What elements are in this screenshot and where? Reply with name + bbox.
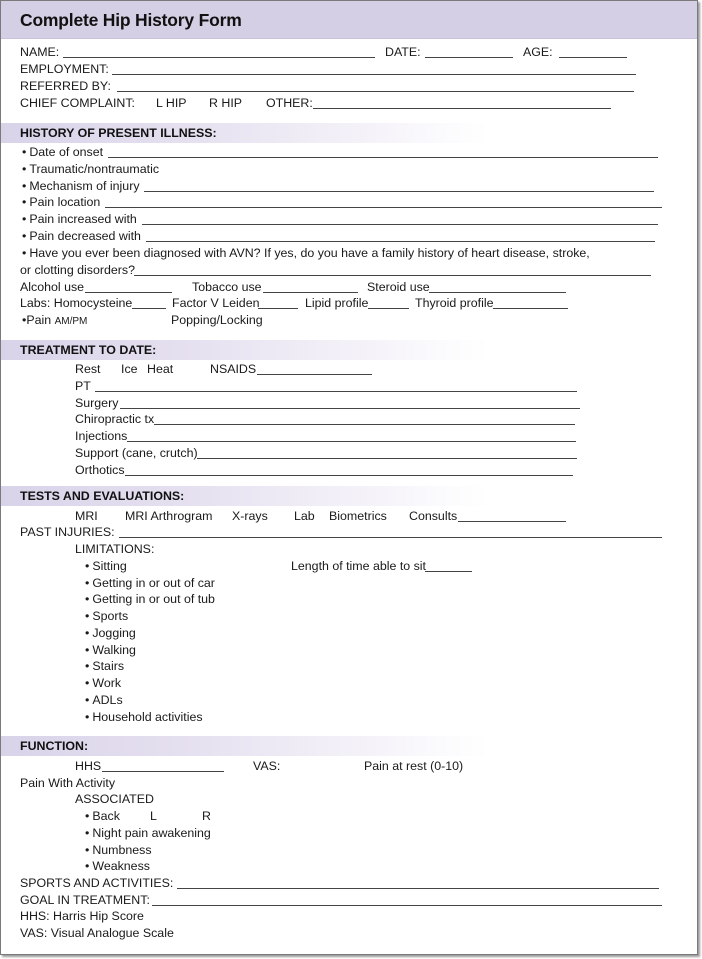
other-field[interactable] — [313, 108, 611, 109]
heat-option[interactable]: Heat — [147, 362, 174, 376]
chiropractic-label: Chiropractic tx — [75, 412, 155, 426]
limitation-item[interactable]: • Jogging — [85, 626, 136, 641]
date-label: DATE: — [385, 45, 421, 59]
limitation-item[interactable]: • Getting in or out of car — [85, 576, 215, 591]
age-label: AGE: — [523, 45, 553, 59]
steroid-field[interactable] — [429, 292, 566, 293]
factor-v-field[interactable] — [258, 308, 298, 309]
homocysteine-field[interactable] — [132, 308, 166, 309]
limitation-item[interactable]: • Work — [85, 676, 121, 691]
limitation-item[interactable]: • Household activities — [85, 710, 203, 725]
pt-label: PT — [75, 379, 91, 393]
limitations-label: LIMITATIONS: — [75, 542, 155, 556]
alcohol-label: Alcohol use — [20, 280, 85, 294]
pain-decreased-field[interactable] — [146, 241, 655, 242]
footnote-hhs: HHS: Harris Hip Score — [20, 909, 144, 923]
employment-field[interactable] — [112, 74, 636, 75]
associated-item[interactable]: • Numbness — [85, 843, 152, 858]
orthotics-label: Orthotics — [75, 463, 125, 477]
past-injuries-field[interactable] — [119, 537, 662, 538]
back-right-option[interactable]: R — [202, 809, 211, 823]
thyroid-field[interactable] — [493, 308, 568, 309]
limitation-item[interactable]: • Getting in or out of tub — [85, 592, 215, 607]
support-field[interactable] — [197, 458, 577, 459]
limitation-item[interactable]: • ADLs — [85, 693, 123, 708]
r-hip-option[interactable]: R HIP — [209, 96, 243, 110]
injections-field[interactable] — [127, 441, 576, 442]
surgery-field[interactable] — [120, 408, 580, 409]
lipid-field[interactable] — [368, 308, 409, 309]
footnote-vas: VAS: Visual Analogue Scale — [20, 926, 174, 940]
thyroid-label: Thyroid profile — [415, 296, 494, 310]
back-left-option[interactable]: L — [150, 809, 157, 823]
factor-v-label: Factor V Leiden — [172, 296, 260, 310]
avn-field[interactable] — [134, 275, 651, 276]
age-field[interactable] — [559, 57, 627, 58]
form-title: Complete Hip History Form — [20, 10, 242, 30]
bullet-icon: • — [22, 313, 27, 327]
ice-option[interactable]: Ice — [121, 362, 138, 376]
l-hip-option[interactable]: L HIP — [156, 96, 187, 110]
date-of-onset-field[interactable] — [108, 157, 658, 158]
tobacco-field[interactable] — [263, 292, 358, 293]
sit-time-field[interactable] — [425, 571, 472, 572]
xrays-option[interactable]: X-rays — [232, 509, 268, 523]
function-heading: FUNCTION: — [20, 739, 89, 753]
orthotics-field[interactable] — [125, 475, 573, 476]
tests-section-header — [1, 486, 697, 506]
goal-label: GOAL IN TREATMENT: — [20, 893, 150, 907]
steroid-label: Steroid use — [367, 280, 430, 294]
associated-item[interactable]: • Night pain awakening — [85, 826, 211, 841]
name-field[interactable] — [63, 57, 375, 58]
hhs-label: HHS — [75, 759, 102, 773]
pain-increased-field[interactable] — [142, 224, 658, 225]
sports-activities-label: SPORTS AND ACTIVITIES: — [20, 876, 174, 890]
am-pm-label[interactable]: AM/PM — [54, 316, 88, 327]
sports-activities-field[interactable] — [177, 888, 659, 889]
pain-increased-label: • Pain increased with — [22, 212, 137, 227]
date-of-onset-label: • Date of onset — [22, 145, 103, 160]
lipid-label: Lipid profile — [305, 296, 369, 310]
mri-option[interactable]: MRI — [75, 509, 98, 523]
tests-heading: TESTS AND EVALUATIONS: — [20, 489, 185, 503]
pain-am-pm-row — [22, 313, 87, 329]
avn-question: • Have you ever been diagnosed with AVN? If yes, do you have a family history of heart disease, stroke, — [22, 246, 590, 261]
pain-location-field[interactable] — [105, 207, 662, 208]
pain-at-rest-label: Pain at rest (0-10) — [364, 759, 464, 773]
limitation-item[interactable]: • Stairs — [85, 659, 124, 674]
traumatic-label: • Traumatic/nontraumatic — [22, 162, 159, 177]
nsaids-field[interactable] — [257, 374, 372, 375]
rest-option[interactable]: Rest — [75, 362, 101, 376]
limitation-item[interactable]: • Sports — [85, 609, 128, 624]
function-section-header — [1, 736, 697, 756]
goal-field[interactable] — [152, 905, 662, 906]
pain-location-label: • Pain location — [22, 195, 100, 210]
sit-time-label: Length of time able to sit — [291, 559, 427, 573]
associated-item[interactable]: • Weakness — [85, 859, 150, 874]
vas-label: VAS: — [253, 759, 281, 773]
popping-locking-label[interactable]: Popping/Locking — [171, 313, 263, 327]
title-bar — [1, 1, 697, 39]
surgery-label: Surgery — [75, 396, 119, 410]
pain-with-activity-label: Pain With Activity — [20, 776, 116, 790]
injections-label: Injections — [75, 429, 128, 443]
consults-label: Consults — [409, 509, 458, 523]
support-label: Support (cane, crutch) — [75, 446, 198, 460]
chiropractic-field[interactable] — [154, 424, 575, 425]
back-item[interactable]: • Back — [85, 809, 120, 824]
history-heading: HISTORY OF PRESENT ILLNESS: — [20, 126, 217, 140]
tobacco-label: Tobacco use — [192, 280, 262, 294]
pain-decreased-label: • Pain decreased with — [22, 229, 141, 244]
biometrics-option[interactable]: Biometrics — [329, 509, 387, 523]
hhs-field[interactable] — [102, 771, 224, 772]
mechanism-field[interactable] — [144, 191, 654, 192]
labs-homocysteine-label: Labs: Homocysteine — [20, 296, 133, 310]
treatment-section-header — [1, 340, 697, 360]
lab-option[interactable]: Lab — [294, 509, 315, 523]
avn-continuation: or clotting disorders? — [20, 263, 136, 277]
past-injuries-label: PAST INJURIES: — [20, 525, 115, 539]
associated-label: ASSOCIATED — [75, 792, 154, 806]
alcohol-field[interactable] — [85, 292, 172, 293]
other-label: OTHER: — [266, 96, 313, 110]
referred-by-label: REFERRED BY: — [20, 79, 111, 93]
name-label: NAME: — [20, 45, 60, 59]
date-field[interactable] — [425, 57, 513, 58]
mechanism-label: • Mechanism of injury — [22, 179, 140, 194]
chief-complaint-label: CHIEF COMPLAINT: — [20, 96, 135, 110]
referred-by-field[interactable] — [117, 91, 634, 92]
treatment-heading: TREATMENT TO DATE: — [20, 343, 157, 357]
employment-label: EMPLOYMENT: — [20, 62, 109, 76]
mri-arthrogram-option[interactable]: MRI Arthrogram — [125, 509, 213, 523]
consults-field[interactable] — [458, 521, 566, 522]
limitation-item[interactable]: • Walking — [85, 643, 136, 658]
history-section-header — [1, 123, 697, 143]
pain-label: Pain — [26, 313, 52, 327]
limitation-item[interactable]: • Sitting — [85, 559, 127, 574]
pt-field[interactable] — [95, 391, 577, 392]
nsaids-label: NSAIDS — [210, 362, 257, 376]
